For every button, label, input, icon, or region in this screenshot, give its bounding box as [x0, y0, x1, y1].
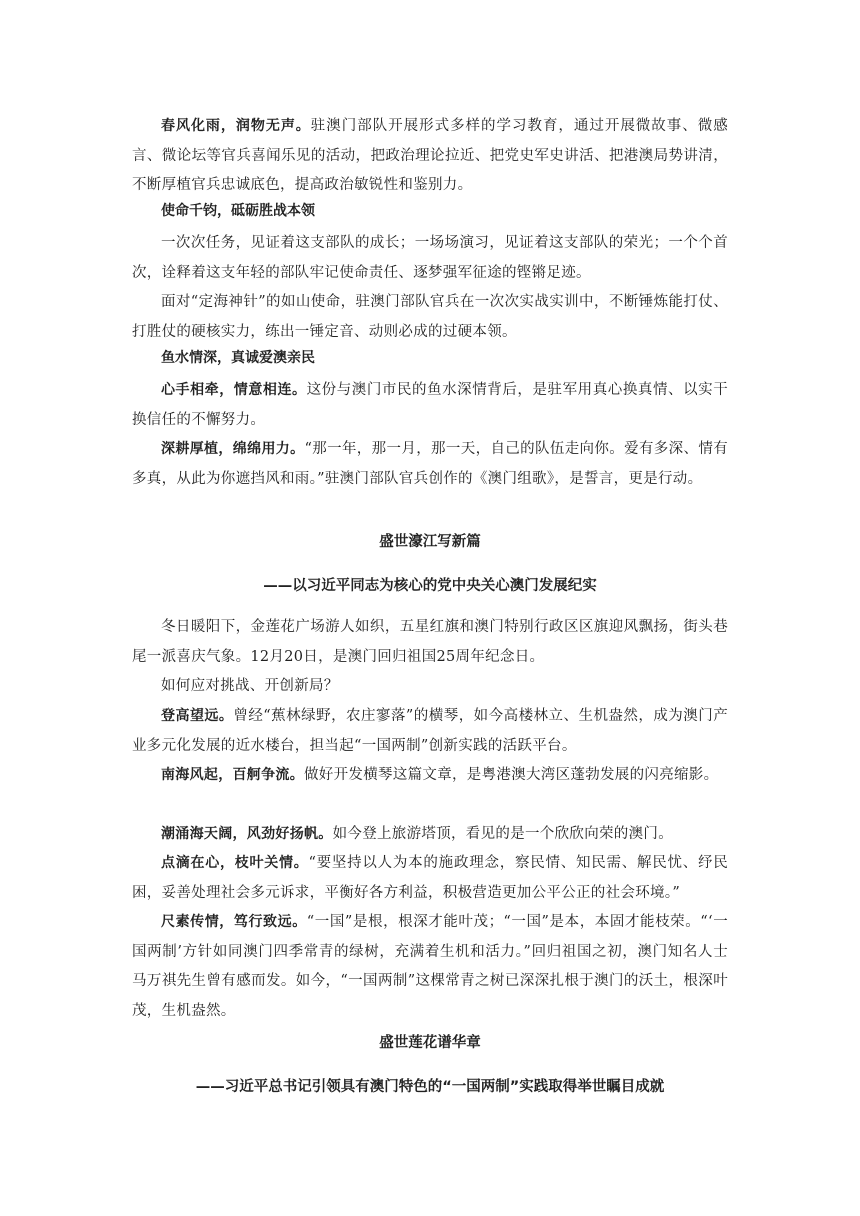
paragraph-text: 如今登上旅游塔顶，看见的是一个欣欣向荣的澳门。: [332, 826, 674, 842]
paragraph: [132, 288, 728, 347]
paragraph-text: 冬日暖阳下，金莲花广场游人如织，五星红旗和澳门特别行政区区旗迎风飘扬，街头巷尾一派喜庆气象。12月20日，是澳门回归祖国25周年纪念日。: [132, 619, 728, 665]
paragraph-text: “那一年，那一月，那一天，自己的队伍走向你。爱有多深、情有多真，从此为你遮挡风和雨。”驻澳门部队官兵创作的《澳门组歌》，是誓言，更是行动。: [132, 441, 728, 487]
paragraph: [132, 229, 728, 288]
paragraph-text: 一次次任务，见证着这支部队的成长；一场场演习，见证着这支部队的荣光；一个个首次，诠释着这支年轻的部队牢记使命责任、逐梦强军征途的铿锵足迹。: [132, 235, 728, 281]
section-heading: 使命千钧，砥砺胜战本领: [161, 203, 315, 219]
paragraph: [132, 849, 728, 908]
paragraph: [132, 376, 728, 435]
paragraph-lead: 点滴在心，枝叶关情。: [161, 855, 309, 871]
paragraph-text: 做好开发横琴这篇文章，是粤港澳大湾区蓬勃发展的闪亮缩影。: [304, 767, 719, 783]
paragraph-lead: 潮涌海天阔，风劲好扬帆。: [161, 826, 333, 842]
paragraph: [132, 702, 728, 761]
section-heading: 鱼水情深，真诚爱澳亲民: [161, 350, 315, 366]
paragraph: [132, 672, 728, 702]
paragraph-text: 曾经“蕉林绿野，农庄寥落”的横琴，如今高楼林立、生机盎然，成为澳门产业多元化发展的近水楼台，担当起“一国两制”创新实践的活跃平台。: [132, 708, 728, 754]
paragraph: [132, 761, 728, 791]
paragraph-text: “一国”是根，根深才能叶茂；“一国”是本，本固才能枝荣。“‘一国两制’方针如同澳门四季常青的绿树，充满着生机和活力。”回归祖国之初，澳门知名人士马万祺先生曾有感而发。如今，“一国两制”这棵常青之树已深深扎根于澳门的沃土，根深叶茂，生机盎然。: [132, 914, 729, 1019]
paragraph: [132, 613, 728, 672]
paragraph-lead: 登高望远。: [161, 708, 234, 724]
paragraph-text: 驻澳门部队开展形式多样的学习教育，通过开展微故事、微感言、微论坛等官兵喜闻乐见的活动，把政治理论拉近、把党史军史讲活、把港澳局势讲清，不断厚植官兵忠诚底色，提高政治敏锐性和鉴别力。: [132, 118, 728, 193]
paragraph-lead: 春风化雨，润物无声。: [161, 118, 311, 134]
paragraph-text: 如何应对挑战、开创新局？: [161, 678, 339, 694]
section-subtitle: ——习近平总书记引领具有澳门特色的“一国两制”实践取得举世瞩目成就: [195, 1079, 665, 1095]
paragraph-lead: 深耕厚植，绵绵用力。: [161, 441, 305, 457]
paragraph-text: 面对“定海神针”的如山使命，驻澳门部队官兵在一次次实战实训中，不断锤炼能打仗、打胜仗的硬核实力，练出一锤定音、动则必成的过硬本领。: [132, 294, 728, 340]
paragraph-lead: 南海风起，百舸争流。: [161, 767, 304, 783]
paragraph-lead: 心手相牵，情意相连。: [161, 382, 307, 398]
paragraph-text: 这份与澳门市民的鱼水深情背后，是驻军用真心换真情、以实干换信任的不懈努力。: [132, 382, 728, 428]
section-subtitle: ——以习近平同志为核心的党中央关心澳门发展纪实: [263, 578, 597, 594]
paragraph-text: “要坚持以人为本的施政理念，察民情、知民需、解民忧、纾民困，妥善处理社会多元诉求，平衡好各方利益，积极营造更加公平公正的社会环境。”: [132, 855, 729, 901]
section-title: 盛世莲花谱华章: [379, 1035, 481, 1051]
paragraph: [132, 435, 728, 494]
paragraph-lead: 尺素传情，笃行致远。: [161, 914, 307, 930]
paragraph: [132, 820, 728, 850]
paragraph: [132, 908, 728, 1026]
section-title: 盛世濠江写新篇: [379, 534, 481, 550]
paragraph: [132, 112, 728, 201]
